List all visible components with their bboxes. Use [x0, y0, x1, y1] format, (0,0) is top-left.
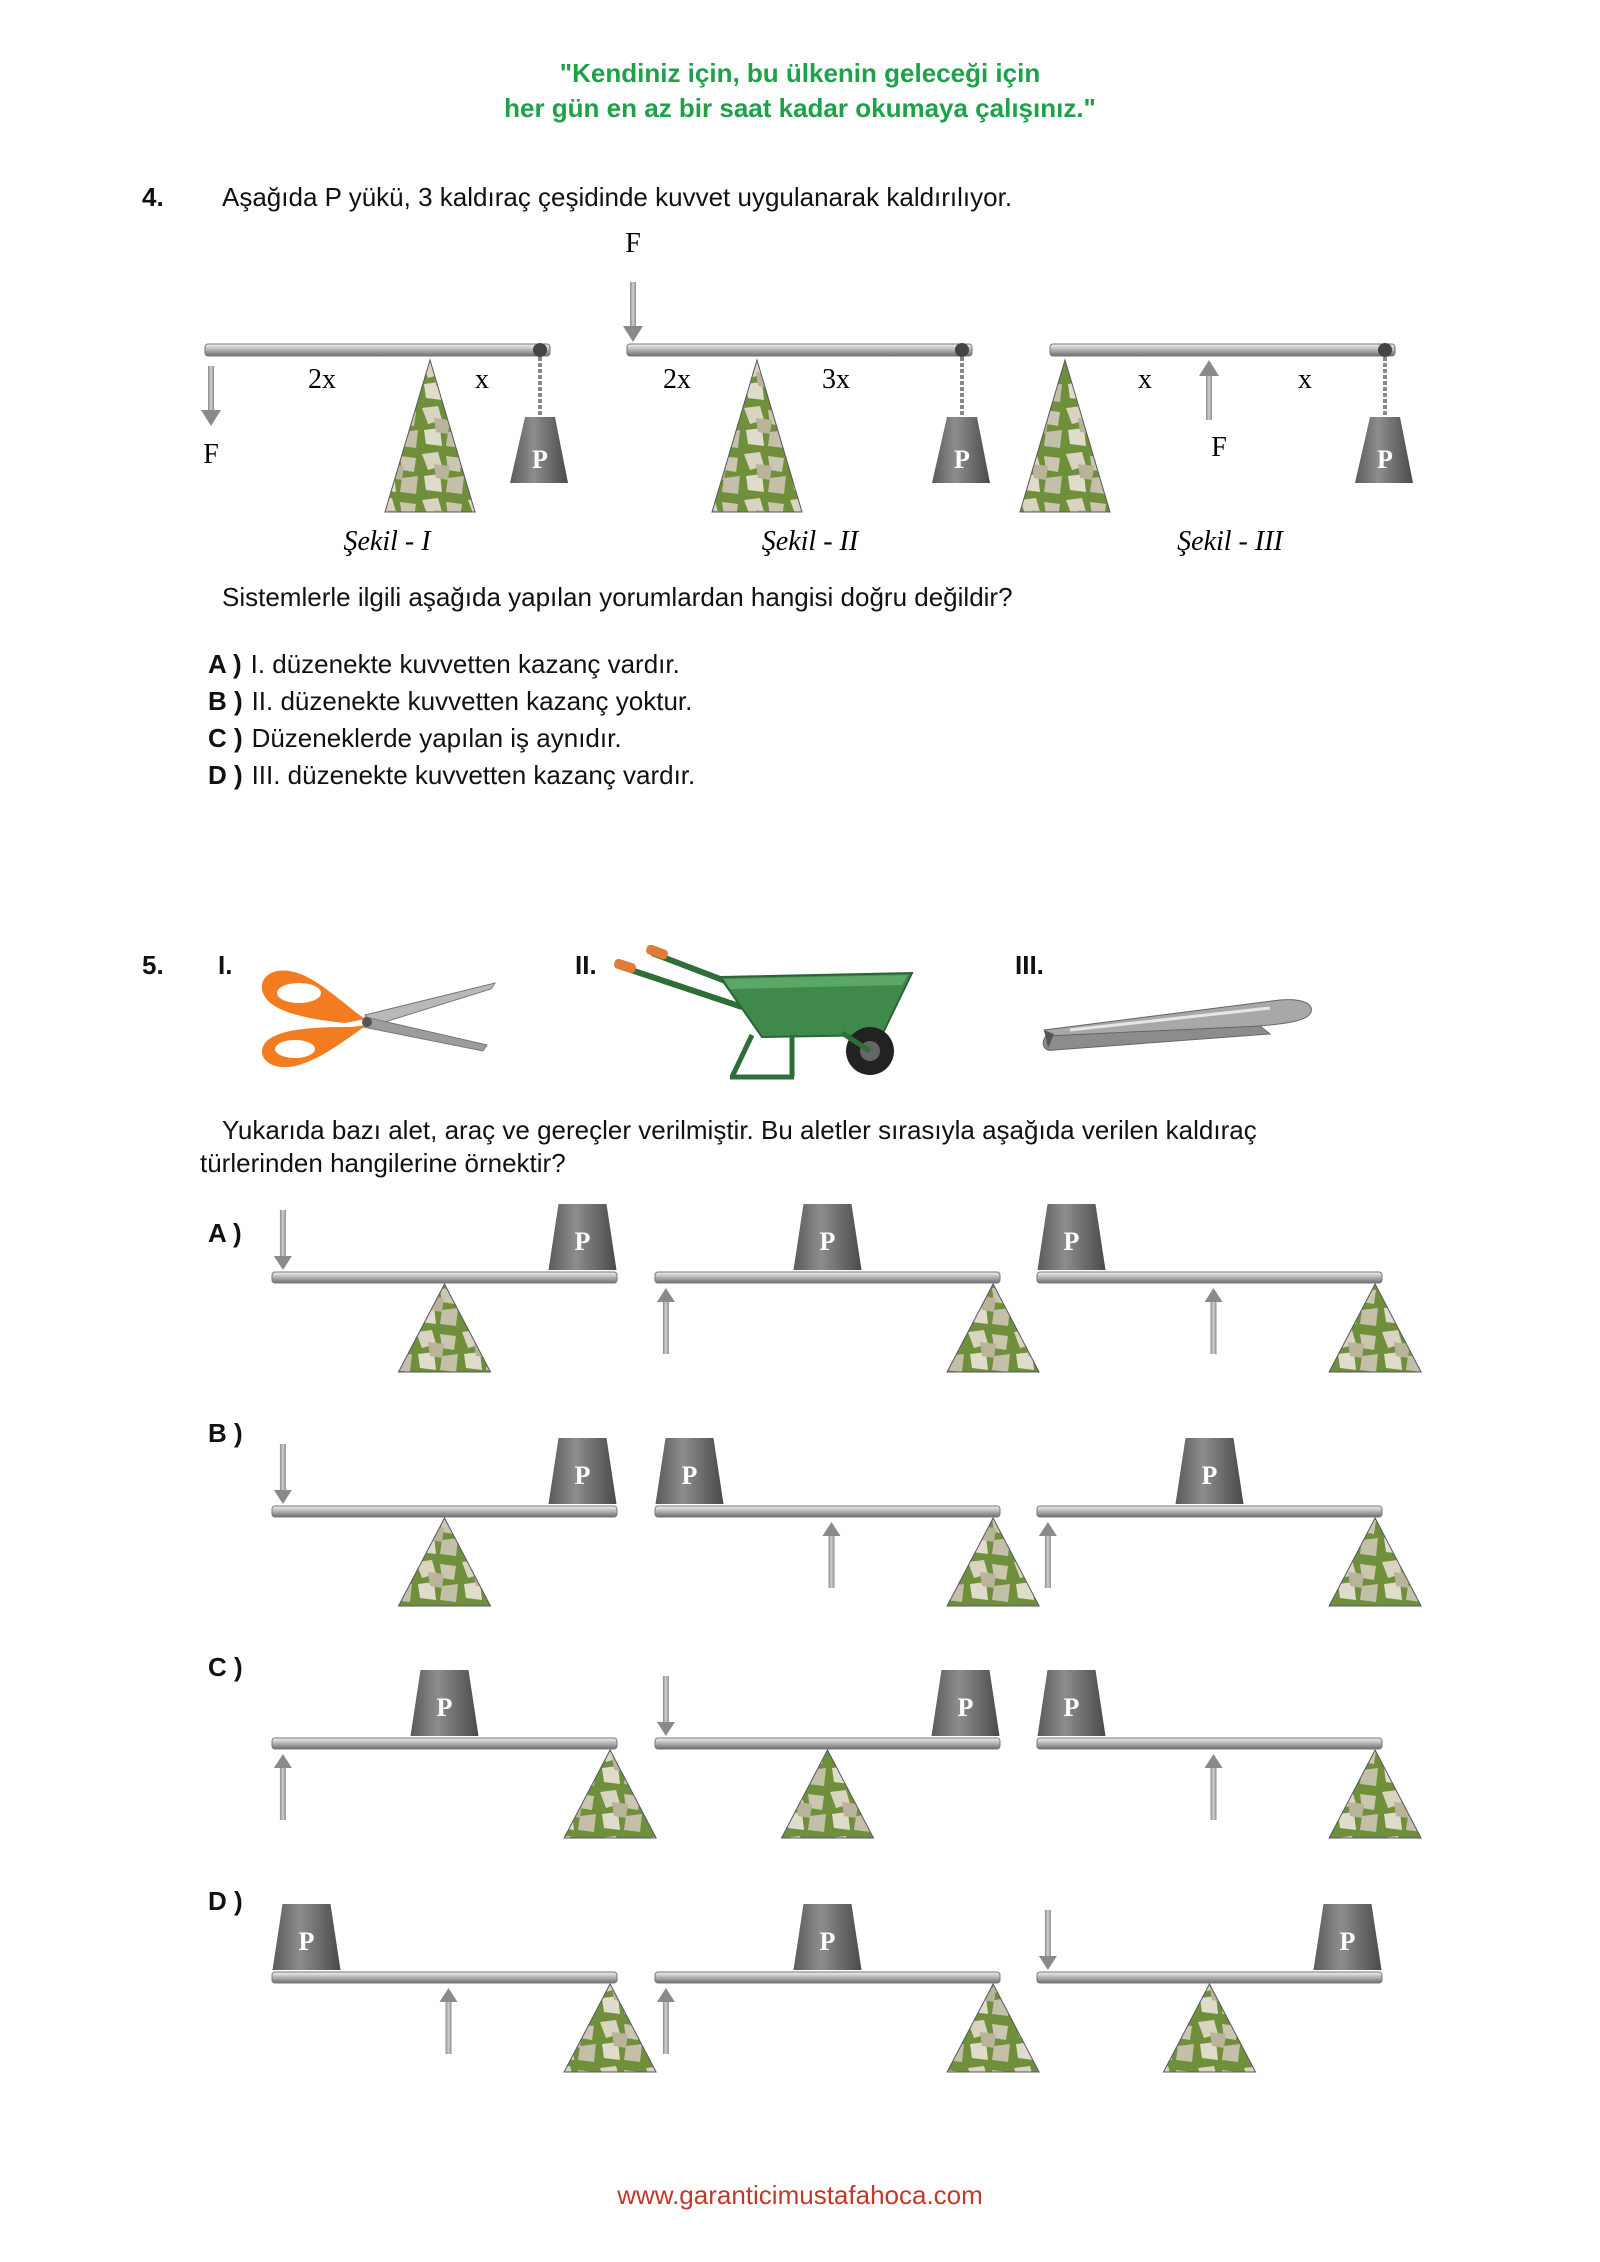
lever-beam	[655, 1506, 1000, 1517]
force-arrow-shaft	[1211, 1768, 1217, 1820]
pivot-hook	[1378, 343, 1392, 357]
force-arrow-shaft	[663, 1302, 669, 1354]
option-letter: D )	[208, 760, 243, 790]
lever-beam	[272, 1272, 617, 1283]
force-label: F	[625, 228, 641, 259]
force-arrowhead	[1205, 1754, 1223, 1768]
option-b[interactable]	[208, 685, 695, 722]
load-label: P	[1201, 1461, 1218, 1490]
question-4-number: 4.	[142, 182, 164, 212]
header-quote-line1: "Kendiniz için, bu ülkenin geleceği için	[559, 58, 1041, 88]
lever-beam	[655, 1738, 1000, 1749]
force-arrow-shaft	[630, 282, 636, 326]
figure-caption: Şekil - III	[1177, 526, 1283, 557]
distance-right: x	[475, 364, 489, 395]
fulcrum	[782, 1750, 874, 1838]
lever-beam	[1037, 1506, 1382, 1517]
force-label: F	[203, 439, 219, 470]
load-label: P	[532, 445, 548, 474]
load-label: P	[681, 1461, 698, 1490]
force-arrow-shaft	[1206, 376, 1212, 420]
item-1-roman: I.	[218, 950, 233, 980]
lever-beam	[627, 344, 972, 356]
wheelbarrow-icon	[612, 945, 932, 1085]
pivot-hook	[955, 343, 969, 357]
figure-1	[201, 343, 568, 557]
pivot-hook	[533, 343, 547, 357]
force-arrow-shaft	[280, 1444, 286, 1492]
load-label: P	[1063, 1693, 1080, 1722]
lever-beam	[205, 344, 550, 356]
option-text: II. düzenekte kuvvetten kazanç yoktur.	[251, 686, 693, 716]
load-label: P	[819, 1927, 836, 1956]
force-arrow-shaft	[1211, 1302, 1217, 1354]
header-quote-line2: her gün en az bir saat kadar okumaya çalışınız."	[504, 93, 1096, 123]
option-letter: A )	[208, 649, 242, 679]
distance-left: x	[1138, 364, 1152, 395]
fulcrum	[564, 1984, 656, 2072]
fulcrum	[947, 1984, 1039, 2072]
option-text: Düzeneklerde yapılan iş aynıdır.	[251, 723, 622, 753]
fulcrum	[947, 1518, 1039, 1606]
question-4-prompt: Aşağıda P yükü, 3 kaldıraç çeşidinde kuvvet uygulanarak kaldırılıyor.	[222, 182, 1013, 212]
option-letter: C )	[208, 723, 243, 753]
force-arrowhead	[274, 1754, 292, 1768]
force-arrow-shaft	[208, 366, 214, 410]
option-a[interactable]	[208, 648, 695, 685]
fulcrum	[1329, 1750, 1421, 1838]
force-arrowhead	[440, 1988, 458, 2002]
q5-option-a-letter[interactable]: A )	[208, 1218, 242, 1248]
force-arrow-shaft	[1045, 1910, 1051, 1958]
force-arrowhead	[823, 1522, 841, 1536]
lever-beam	[1037, 1972, 1382, 1983]
force-arrowhead	[1039, 1956, 1057, 1970]
force-arrowhead	[657, 1288, 675, 1302]
figure-caption: Şekil - II	[761, 526, 859, 557]
force-arrowhead	[1039, 1522, 1057, 1536]
figure-caption: Şekil - I	[343, 526, 431, 557]
force-arrow-shaft	[446, 2002, 452, 2054]
fulcrum	[385, 360, 475, 512]
lever-beam	[272, 1972, 617, 1983]
force-arrowhead	[1199, 360, 1219, 376]
distance-left: 2x	[308, 364, 336, 395]
fulcrum	[564, 1750, 656, 1838]
force-arrowhead	[657, 1988, 675, 2002]
force-arrow-shaft	[1045, 1536, 1051, 1588]
lever-beam	[1037, 1272, 1382, 1283]
option-d[interactable]	[208, 759, 695, 796]
fulcrum	[947, 1284, 1039, 1372]
force-arrow-shaft	[829, 1536, 835, 1588]
force-arrowhead	[274, 1490, 292, 1504]
load-label: P	[298, 1927, 315, 1956]
force-arrow-shaft	[280, 1210, 286, 1258]
lever-beam	[655, 1972, 1000, 1983]
option-c[interactable]	[208, 722, 695, 759]
footer-website: www.garanticimustafahoca.com	[617, 2180, 983, 2210]
question-5-question-line1: Yukarıda bazı alet, araç ve gereçler verilmiştir. Bu aletler sırasıyla aşağıda verilen kaldıraç	[222, 1115, 1257, 1145]
question-5-number: 5.	[142, 950, 164, 980]
question-5-question-line2: türlerinden hangilerine örnektir?	[200, 1148, 566, 1178]
load-label: P	[1339, 1927, 1356, 1956]
distance-right: 3x	[822, 364, 850, 395]
item-3-roman: III.	[1015, 950, 1044, 980]
force-arrow-shaft	[663, 2002, 669, 2054]
load-label: P	[954, 445, 970, 474]
q4-lever-figures	[190, 220, 1440, 570]
q5-lever-options	[0, 1190, 1600, 2090]
item-2-roman: II.	[575, 950, 597, 980]
fulcrum	[1164, 1984, 1256, 2072]
force-arrowhead	[657, 1722, 675, 1736]
q5-option-d-letter[interactable]: D )	[208, 1886, 243, 1916]
header-quote	[0, 56, 1600, 126]
load-label: P	[819, 1227, 836, 1256]
fulcrum	[712, 360, 802, 512]
load-label: P	[957, 1693, 974, 1722]
lever-beam	[1037, 1738, 1382, 1749]
load-label: P	[574, 1461, 591, 1490]
force-arrowhead	[274, 1256, 292, 1270]
figure-2	[623, 228, 990, 557]
option-letter: B )	[208, 686, 243, 716]
fulcrum	[1329, 1284, 1421, 1372]
force-arrowhead	[201, 410, 221, 426]
load-label: P	[1377, 445, 1393, 474]
lever-beam	[272, 1738, 617, 1749]
load-label: P	[574, 1227, 591, 1256]
lever-beam	[1050, 344, 1395, 356]
fulcrum	[399, 1284, 491, 1372]
question-4-question: Sistemlerle ilgili aşağıda yapılan yorumlardan hangisi doğru değildir?	[222, 582, 1013, 612]
figure-3	[1020, 343, 1413, 557]
distance-left: 2x	[663, 364, 691, 395]
fulcrum	[399, 1518, 491, 1606]
question-4-options	[208, 648, 695, 796]
lever-beam	[655, 1272, 1000, 1283]
scissors-icon	[255, 945, 500, 1080]
force-arrow-shaft	[663, 1676, 669, 1724]
q5-option-c-letter[interactable]: C )	[208, 1652, 243, 1682]
load-label: P	[436, 1693, 453, 1722]
option-text: III. düzenekte kuvvetten kazanç vardır.	[251, 760, 696, 790]
force-label: F	[1211, 432, 1227, 463]
q5-option-b-letter[interactable]: B )	[208, 1418, 243, 1448]
force-arrow-shaft	[280, 1768, 286, 1820]
fulcrum	[1020, 360, 1110, 512]
option-text: I. düzenekte kuvvetten kazanç vardır.	[250, 649, 680, 679]
force-arrowhead	[1205, 1288, 1223, 1302]
load-label: P	[1063, 1227, 1080, 1256]
fulcrum	[1329, 1518, 1421, 1606]
force-arrowhead	[623, 326, 643, 342]
distance-right: x	[1298, 364, 1312, 395]
lever-beam	[272, 1506, 617, 1517]
tweezers-icon	[1040, 990, 1320, 1060]
